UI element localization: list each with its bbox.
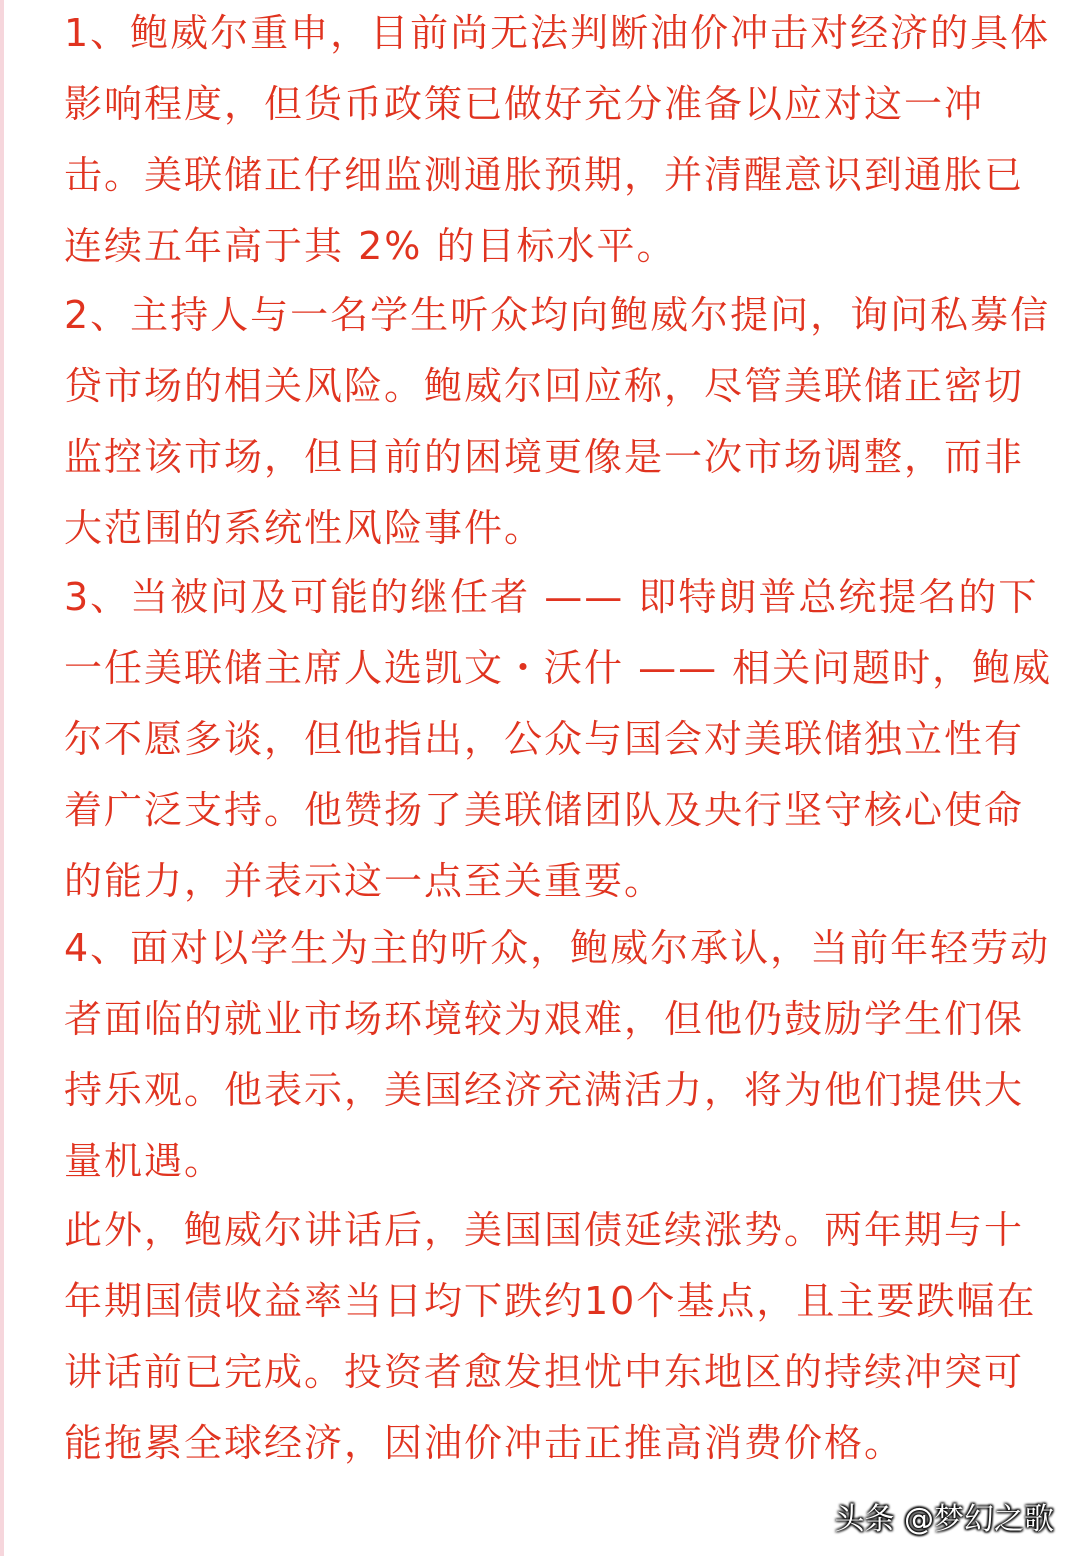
article-paragraph-3: 3、当被问及可能的继任者 —— 即特朗普总统提名的下一任美联储主席人选凯文・沃什 —— 相关问题时，鲍威尔不愿多谈，但他指出，公众与国会对美联储独立性有着广泛支持。他赞扬了美联储团队及央行坚守核心使命的能力，并表示这一点至关重要。 [64,575,1053,903]
article-paragraph-2: 2、主持人与一名学生听众均向鲍威尔提问，询问私募信贷市场的相关风险。鲍威尔回应称，尽管美联储正密切监控该市场，但目前的困境更像是一次市场调整，而非大范围的系统性风险事件。 [64,293,1051,550]
article-paragraph-5: 此外，鲍威尔讲话后，美国国债延续涨势。两年期与十年期国债收益率当日均下跌约10个基点，且主要跌幅在讲话前已完成。投资者愈发担忧中东地区的持续冲突可能拖累全球经济，因油价冲击正推高消费价格。 [64,1208,1037,1465]
article-paragraph-1: 1、鲍威尔重申，目前尚无法判断油价冲击对经济的具体影响程度，但货币政策已做好充分准备以应对这一冲击。美联储正仔细监测通胀预期，并清醒意识到通胀已连续五年高于其 2% 的目标水平。 [64,11,1051,268]
watermark-text: 头条 @梦幻之歌 [834,1502,1054,1537]
source-watermark [834,1500,1054,1540]
page-left-edge [0,0,4,1556]
article-paragraph-4: 4、面对以学生为主的听众，鲍威尔承认，当前年轻劳动者面临的就业市场环境较为艰难，但他仍鼓励学生们保持乐观。他表示，美国经济充满活力，将为他们提供大量机遇。 [64,926,1051,1183]
